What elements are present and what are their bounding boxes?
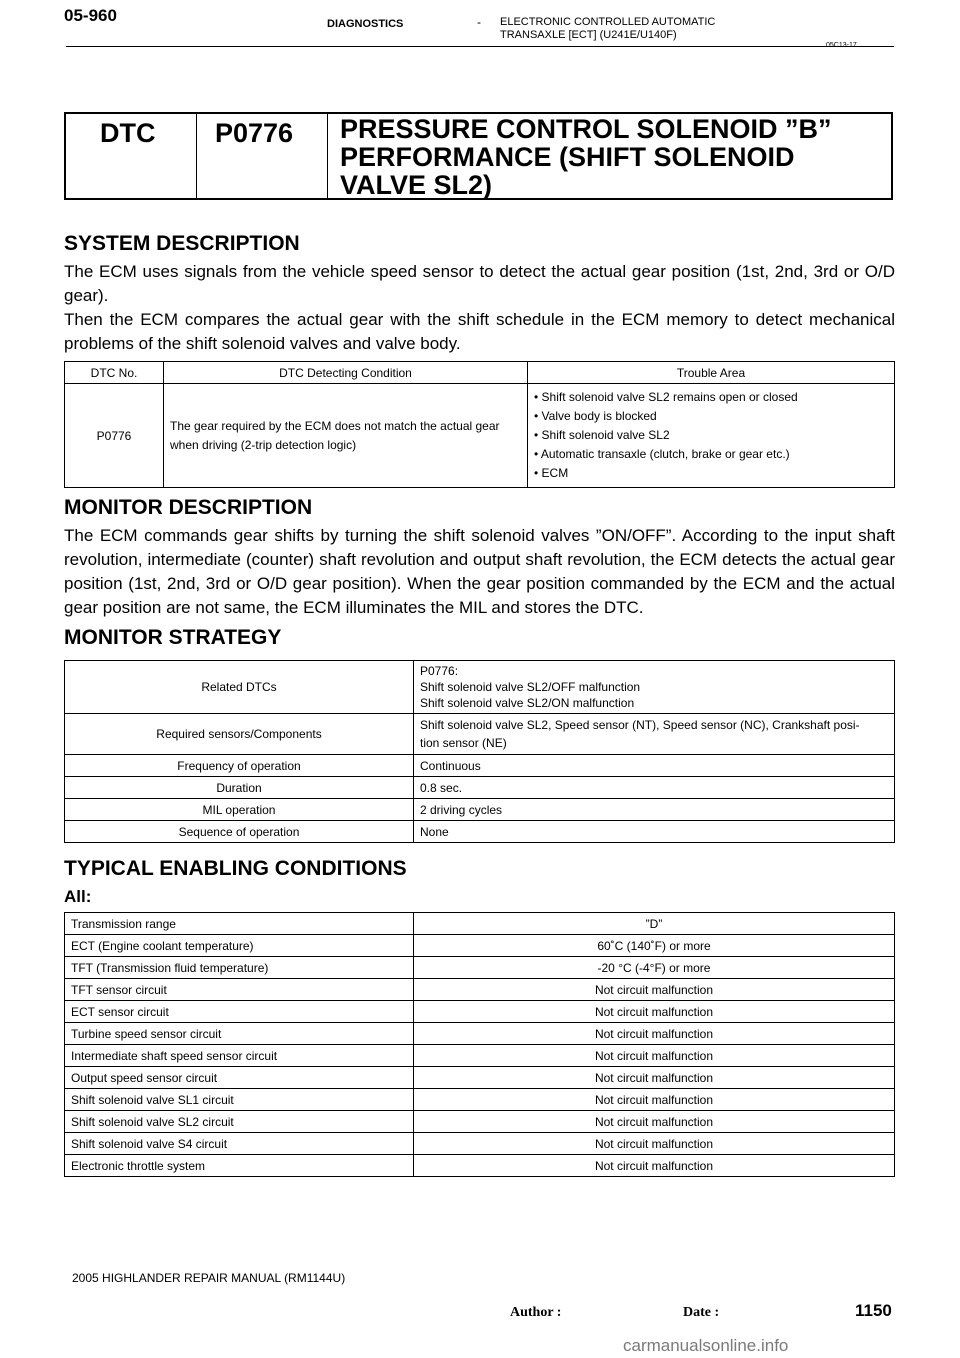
list-item: • Shift solenoid valve SL2 remains open or closed (534, 390, 798, 404)
table-row-label: Required sensors/Components (65, 714, 414, 755)
table-row-label: Output speed sensor circuit (65, 1067, 414, 1089)
table-row-label: Turbine speed sensor circuit (65, 1023, 414, 1045)
table-row-value: Not circuit malfunction (414, 1089, 895, 1111)
system-description-paragraph: The ECM uses signals from the vehicle speed sensor to detect the actual gear position (1st, 2nd, 3rd or O/D gear). (64, 262, 895, 305)
table-row-value: Not circuit malfunction (414, 1045, 895, 1067)
table-row (65, 1155, 895, 1177)
table-row-value: Continuous (414, 755, 895, 777)
system-description-heading: SYSTEM DESCRIPTION (64, 232, 300, 255)
table-row (65, 935, 895, 957)
page-number: 05-960 (64, 6, 117, 25)
table-row (65, 1023, 895, 1045)
monitor-strategy-heading: MONITOR STRATEGY (64, 626, 282, 649)
list-item: • Shift solenoid valve SL2 (534, 428, 670, 442)
table-row-label: Shift solenoid valve SL2 circuit (65, 1111, 414, 1133)
table-row-label: ECT sensor circuit (65, 1001, 414, 1023)
dtc-table (64, 361, 895, 488)
table-row-value: Not circuit malfunction (414, 1023, 895, 1045)
table-row (65, 957, 895, 979)
value-line: tion sensor (NE) (420, 736, 507, 750)
table-row-label: Shift solenoid valve SL1 circuit (65, 1089, 414, 1111)
table-row-label: Related DTCs (65, 661, 414, 714)
date-label: Date : (683, 1305, 720, 1320)
system-description-paragraph: Then the ECM compares the actual gear with the shift schedule in the ECM memory to detect mechanical problems of the shift solenoid valves and valve body. (64, 310, 895, 353)
table-row-value: Not circuit malfunction (414, 979, 895, 1001)
table-row-value: Not circuit malfunction (414, 1001, 895, 1023)
table-row-value: Not circuit malfunction (414, 1155, 895, 1177)
table-row-label: Shift solenoid valve S4 circuit (65, 1133, 414, 1155)
table-row (65, 1089, 895, 1111)
table-row (65, 979, 895, 1001)
monitor-description-heading: MONITOR DESCRIPTION (64, 496, 313, 519)
page-total: 1150 (855, 1301, 892, 1320)
value-line: P0776: (420, 664, 459, 678)
author-label: Author : (510, 1305, 562, 1320)
table-row-label: Frequency of operation (65, 755, 414, 777)
dtc-code: P0776 (215, 118, 294, 148)
header-rule (66, 46, 894, 47)
dtc-box-divider (196, 114, 197, 198)
monitor-strategy-table (64, 660, 895, 843)
dtc-box-divider (327, 114, 328, 198)
table-row-value: ”D” (414, 913, 895, 935)
table-header: Trouble Area (528, 362, 895, 384)
table-row-value: 2 driving cycles (414, 799, 895, 821)
value-line: Shift solenoid valve SL2/OFF malfunction (420, 680, 641, 694)
table-row-label: MIL operation (65, 799, 414, 821)
table-row-value: Not circuit malfunction (414, 1067, 895, 1089)
dtc-no-cell: P0776 (65, 384, 164, 488)
value-line: Shift solenoid valve SL2/ON malfunction (420, 696, 635, 710)
list-item: • ECM (534, 466, 569, 480)
header-dash: - (477, 15, 481, 29)
header-code: 05C13-17 (826, 42, 857, 49)
trouble-area-cell (528, 384, 895, 488)
header-subtitle-line2: TRANSAXLE [ECT] (U241E/U140F) (500, 29, 677, 41)
watermark: carmanualsonline.info (623, 1336, 789, 1355)
enabling-conditions-table (64, 912, 895, 1177)
enabling-conditions-heading: TYPICAL ENABLING CONDITIONS (64, 857, 407, 880)
table-row-value: Not circuit malfunction (414, 1111, 895, 1133)
header-subtitle-line1: ELECTRONIC CONTROLLED AUTOMATIC (500, 16, 716, 28)
table-row (65, 913, 895, 935)
table-row-value: Not circuit malfunction (414, 1133, 895, 1155)
table-row-label: Sequence of operation (65, 821, 414, 843)
dtc-title: PRESSURE CONTROL SOLENOID ”B” PERFORMANCE (SHIFT SOLENOID VALVE SL2) (340, 114, 832, 200)
header-section: DIAGNOSTICS (327, 18, 404, 30)
table-row-value (414, 714, 895, 755)
dtc-label: DTC (100, 118, 156, 148)
table-row-value: None (414, 821, 895, 843)
table-row (65, 1045, 895, 1067)
table-row-label: ECT (Engine coolant temperature) (65, 935, 414, 957)
table-row (65, 1001, 895, 1023)
table-row-label: Intermediate shaft speed sensor circuit (65, 1045, 414, 1067)
dtc-condition-cell: The gear required by the ECM does not match the actual gear when driving (2-trip detection logic) (164, 384, 528, 488)
monitor-description-paragraph: The ECM commands gear shifts by turning the shift solenoid valves ”ON/OFF”. According to the input shaft revolution, intermediate (counter) shaft revolution and output shaft revolution, the ECM detects the actual gear position (1st, 2nd, 3rd or O/D gear position). When the gear position commanded by the ECM and the actual gear position are not same, the ECM illuminates the MIL and stores the DTC. (64, 526, 895, 617)
table-row-value: -20 °C (-4°F) or more (414, 957, 895, 979)
table-row (65, 1067, 895, 1089)
footer-manual: 2005 HIGHLANDER REPAIR MANUAL (RM1144U) (72, 1271, 346, 1285)
list-item: • Valve body is blocked (534, 409, 657, 423)
table-row-value: 60˚C (140˚F) or more (414, 935, 895, 957)
table-row-label: TFT sensor circuit (65, 979, 414, 1001)
list-item: • Automatic transaxle (clutch, brake or gear etc.) (534, 447, 790, 461)
table-row (65, 1133, 895, 1155)
table-header: DTC No. (65, 362, 164, 384)
table-row-value (414, 661, 895, 714)
enabling-conditions-subheading: All: (64, 887, 92, 906)
table-row (65, 1111, 895, 1133)
table-row-value: 0.8 sec. (414, 777, 895, 799)
value-line: Shift solenoid valve SL2, Speed sensor (NT), Speed sensor (NC), Crankshaft posi- (420, 718, 860, 732)
table-row-label: Duration (65, 777, 414, 799)
table-row-label: Electronic throttle system (65, 1155, 414, 1177)
table-header: DTC Detecting Condition (164, 362, 528, 384)
table-row-label: Transmission range (65, 913, 414, 935)
table-row-label: TFT (Transmission fluid temperature) (65, 957, 414, 979)
